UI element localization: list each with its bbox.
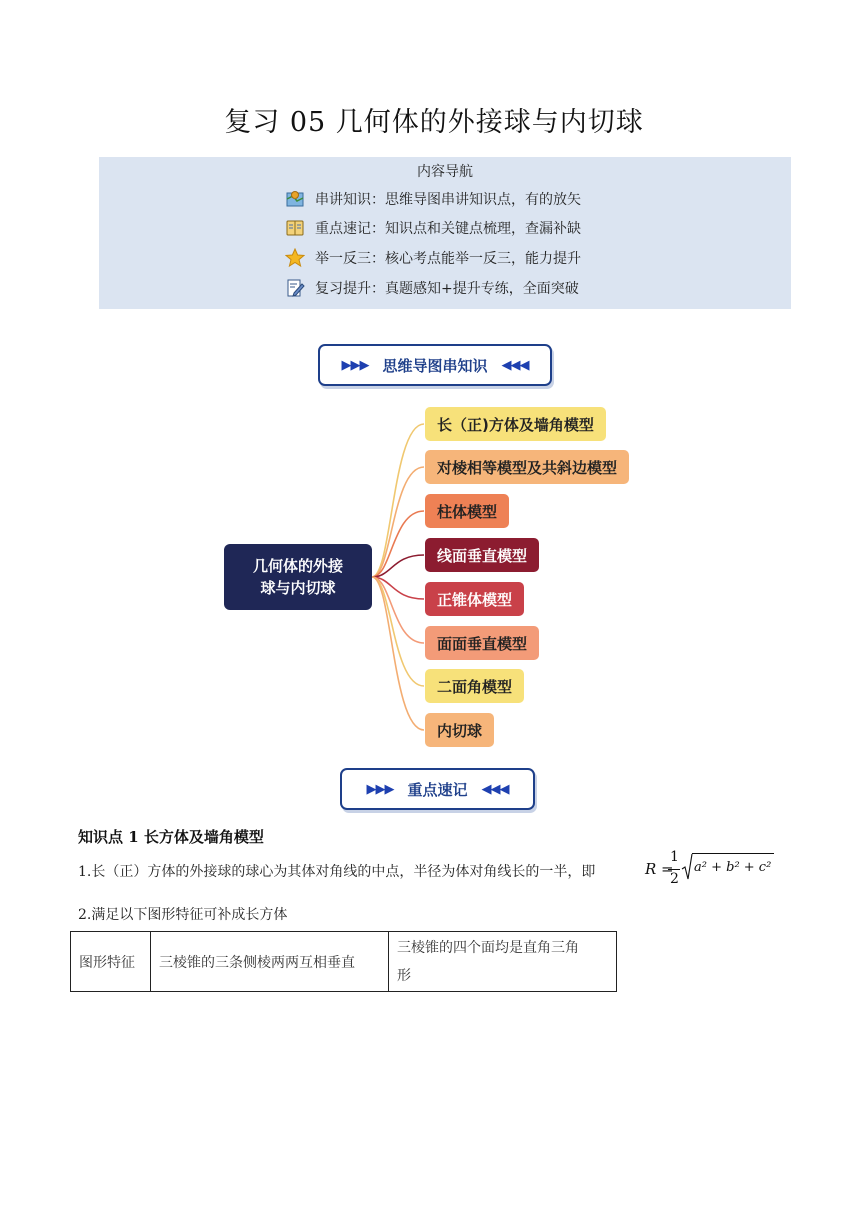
page-title: 复习 05 几何体的外接球与内切球 (224, 107, 644, 138)
banner-label: 思维导图串知识 (382, 356, 488, 375)
table-cell-line: 形 (397, 967, 411, 984)
table-cell: 三棱锥的三条侧棱两两互相垂直 (151, 932, 389, 992)
sqrt-icon (681, 853, 693, 881)
sqrt-bar (692, 853, 774, 854)
mindmap-root-line1: 几何体的外接 (252, 557, 343, 575)
radius-formula (645, 849, 780, 891)
mindmap-node-line-plane: 线面垂直模型 (425, 538, 539, 572)
table-cell (389, 932, 617, 992)
formula-lhs: R = (645, 860, 674, 878)
table-row (71, 932, 617, 992)
mindmap-node-pyramid: 正锥体模型 (425, 582, 524, 616)
nav-item-label: 举一反三：核心考点能举一反三，能力提升 (315, 251, 581, 267)
feature-table (70, 931, 617, 992)
mindmap-root-line2: 球与内切球 (260, 579, 336, 597)
nav-item-label: 串讲知识：思维导图串讲知识点，有的放矢 (315, 192, 581, 208)
formula-denominator: 2 (670, 871, 679, 887)
knowledge-point-title: 知识点 1 长方体及墙角模型 (78, 828, 264, 846)
formula-radicand: a² + b² + c² (694, 860, 772, 875)
mindmap-root (224, 544, 372, 610)
banner-arrows-right: ◀◀◀ (481, 781, 509, 797)
nav-item-label: 重点速记：知识点和关键点梳理，查漏补缺 (315, 221, 581, 237)
banner-label: 重点速记 (407, 780, 468, 799)
banner-arrows-right: ◀◀◀ (501, 357, 529, 373)
mindmap-node-prism: 柱体模型 (425, 494, 509, 528)
fraction-bar (668, 869, 680, 870)
mindmap-node-dihedral: 二面角模型 (425, 669, 524, 703)
banner-arrows-left: ▶▶▶ (341, 357, 369, 373)
mindmap-node-cuboid: 长（正)方体及墙角模型 (425, 407, 606, 441)
banner-arrows-left: ▶▶▶ (366, 781, 394, 797)
formula-numerator: 1 (670, 849, 679, 865)
table-cell-line: 三棱锥的四个面均是直角三角 (397, 939, 579, 956)
keypoints-section-banner (340, 768, 535, 810)
nav-heading: 内容导航 (417, 164, 473, 180)
paragraph-2: 2.满足以下图形特征可补成长方体 (78, 907, 288, 923)
mindmap-node-plane-plane: 面面垂直模型 (425, 626, 539, 660)
nav-item-label: 复习提升：真题感知+提升专练，全面突破 (315, 281, 579, 297)
paragraph-1: 1.长（正）方体的外接球的球心为其体对角线的中点，半径为体对角线长的一半，即 (78, 864, 596, 880)
table-cell: 图形特征 (71, 932, 151, 992)
mindmap-node-inscribed: 内切球 (425, 713, 494, 747)
mindmap-node-equal-edges: 对棱相等模型及共斜边模型 (425, 450, 629, 484)
